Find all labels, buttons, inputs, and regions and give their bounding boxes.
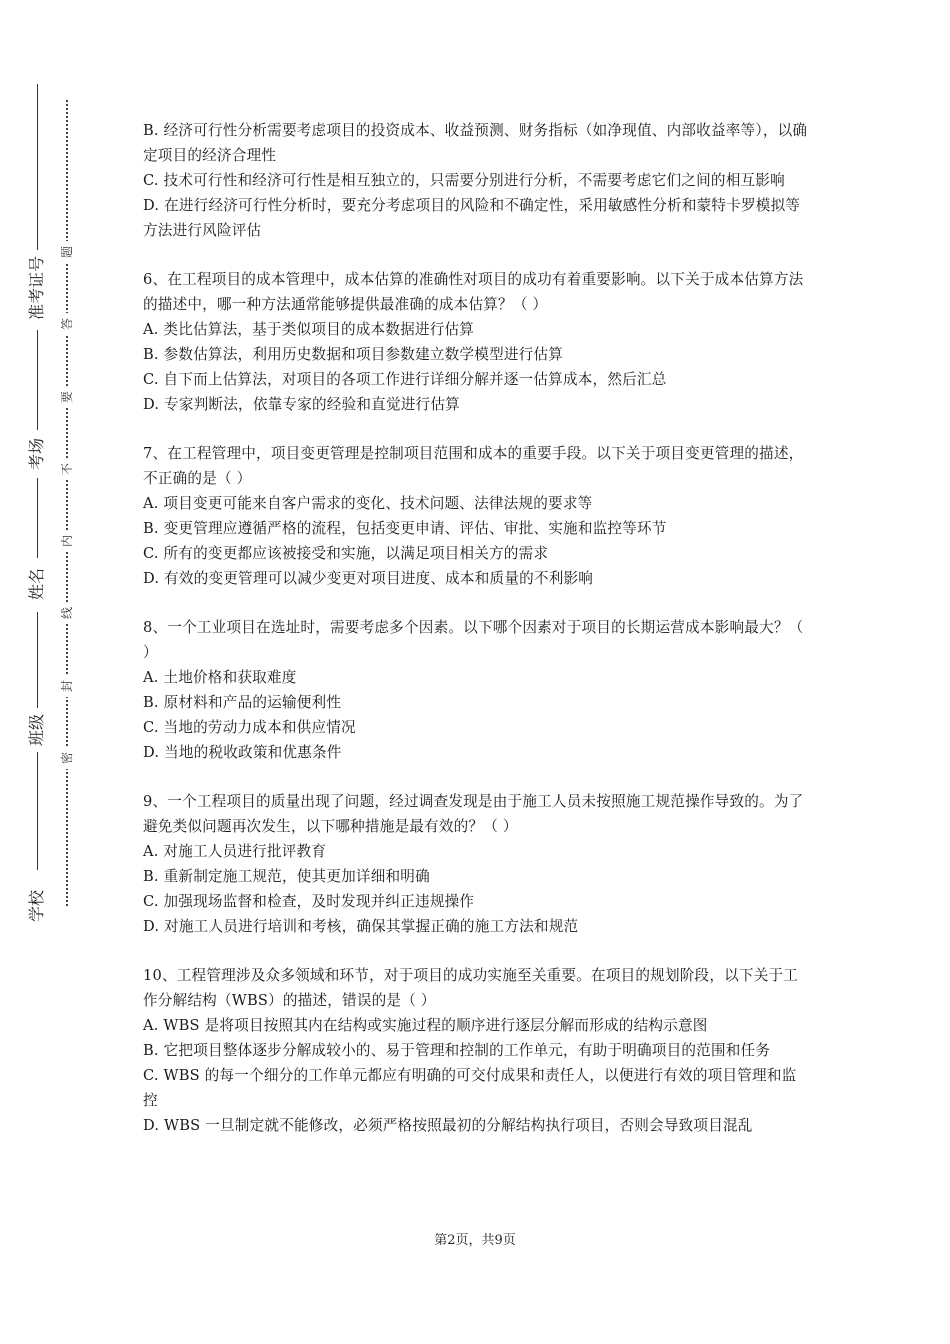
question-stem: 8、一个工业项目在选址时，需要考虑多个因素。以下哪个因素对于项目的长期运营成本影响最大？（ ） [143, 619, 804, 661]
option: B. 变更管理应遵循严格的流程，包括变更申请、评估、审批、实施和监控等环节 [143, 520, 667, 537]
label-name: 姓名 [27, 567, 46, 600]
option: A. 土地价格和获取难度 [143, 669, 297, 686]
option: A. 对施工人员进行批评教育 [143, 843, 327, 860]
binding-line [37, 330, 38, 430]
option: C. 加强现场监督和检查，及时发现并纠正违规操作 [143, 893, 475, 910]
option: B. 重新制定施工规范，使其更加详细和明确 [143, 868, 430, 885]
option: B. 参数估算法，利用历史数据和项目参数建立数学模型进行估算 [143, 346, 564, 363]
seal-char: 答 [56, 313, 78, 335]
option: B. 原材料和产品的运输便利性 [143, 694, 342, 711]
binding-line [37, 478, 38, 558]
option: C. 所有的变更都应该被接受和实施，以满足项目相关方的需求 [143, 545, 549, 562]
question-block [143, 267, 811, 417]
binding-margin [0, 0, 90, 1344]
question-block [143, 441, 811, 591]
option: D. 有效的变更管理可以减少变更对项目进度、成本和质量的不利影响 [143, 570, 594, 587]
option: A. 项目变更可能来自客户需求的变化、技术问题、法律法规的要求等 [143, 495, 593, 512]
option: C. 当地的劳动力成本和供应情况 [143, 719, 356, 736]
label-exam-number: 准考证号 [27, 255, 46, 320]
option: A. WBS 是将项目按照其内在结构或实施过程的顺序进行逐层分解而形成的结构示意图 [143, 1017, 708, 1034]
seal-char: 要 [56, 386, 78, 408]
label-class: 班级 [27, 713, 46, 746]
seal-char: 内 [56, 530, 78, 552]
option: D. 在进行经济可行性分析时，要充分考虑项目的风险和不确定性，采用敏感性分析和蒙特卡罗模拟等方法进行风险评估 [143, 197, 801, 239]
option: D. 当地的税收政策和优惠条件 [143, 744, 342, 761]
seal-char: 题 [56, 241, 78, 263]
question-stem: 9、一个工程项目的质量出现了问题，经过调查发现是由于施工人员未按照施工规范操作导致的。为了避免类似问题再次发生，以下哪种措施是最有效的？（ ） [143, 793, 804, 835]
option: C. 自下而上估算法，对项目的各项工作进行详细分解并逐一估算成本，然后汇总 [143, 371, 667, 388]
seal-char: 密 [56, 747, 78, 769]
question-block [143, 615, 811, 765]
question-stem: 7、在工程管理中，项目变更管理是控制项目范围和成本的重要手段。以下关于项目变更管理的描述，不正确的是（ ） [143, 445, 804, 487]
option: D. 对施工人员进行培训和考核，确保其掌握正确的施工方法和规范 [143, 918, 579, 935]
page-footer: 第2页，共9页 [434, 1233, 516, 1248]
option: C. 技术可行性和经济可行性是相互独立的，只需要分别进行分析，不需要考虑它们之间的相互影响 [143, 172, 785, 189]
label-school: 学校 [27, 889, 46, 922]
option: C. WBS 的每一个细分的工作单元都应有明确的可交付成果和责任人，以便进行有效的项目管理和监控 [143, 1067, 797, 1109]
binding-line [37, 612, 38, 708]
option: D. WBS 一旦制定就不能修改，必须严格按照最初的分解结构执行项目，否则会导致项目混乱 [143, 1117, 753, 1134]
seal-char: 封 [56, 675, 78, 697]
seal-dotted-line [66, 100, 68, 906]
option: A. 类比估算法，基于类似项目的成本数据进行估算 [143, 321, 475, 338]
seal-char: 不 [56, 458, 78, 480]
option: B. 它把项目整体逐步分解成较小的、易于管理和控制的工作单元，有助于明确项目的范围和任务 [143, 1042, 771, 1059]
question-stem: 6、在工程项目的成本管理中，成本估算的准确性对项目的成功有着重要影响。以下关于成本估算方法的描述中，哪一种方法通常能够提供最准确的成本估算？（ ） [143, 271, 804, 313]
question-stem: 10、工程管理涉及众多领域和环节，对于项目的成功实施至关重要。在项目的规划阶段，以下关于工作分解结构（WBS）的描述，错误的是（ ） [143, 967, 799, 1009]
seal-char: 线 [56, 602, 78, 624]
question-content [143, 118, 811, 1162]
question-block [143, 118, 811, 243]
question-block [143, 963, 811, 1138]
option: B. 经济可行性分析需要考虑项目的投资成本、收益预测、财务指标（如净现值、内部收益率等），以确定项目的经济合理性 [143, 122, 808, 164]
binding-line [37, 752, 38, 870]
question-block [143, 789, 811, 939]
option: D. 专家判断法，依靠专家的经验和直觉进行估算 [143, 396, 460, 413]
binding-line [37, 84, 38, 250]
label-exam-room: 考场 [27, 437, 46, 470]
